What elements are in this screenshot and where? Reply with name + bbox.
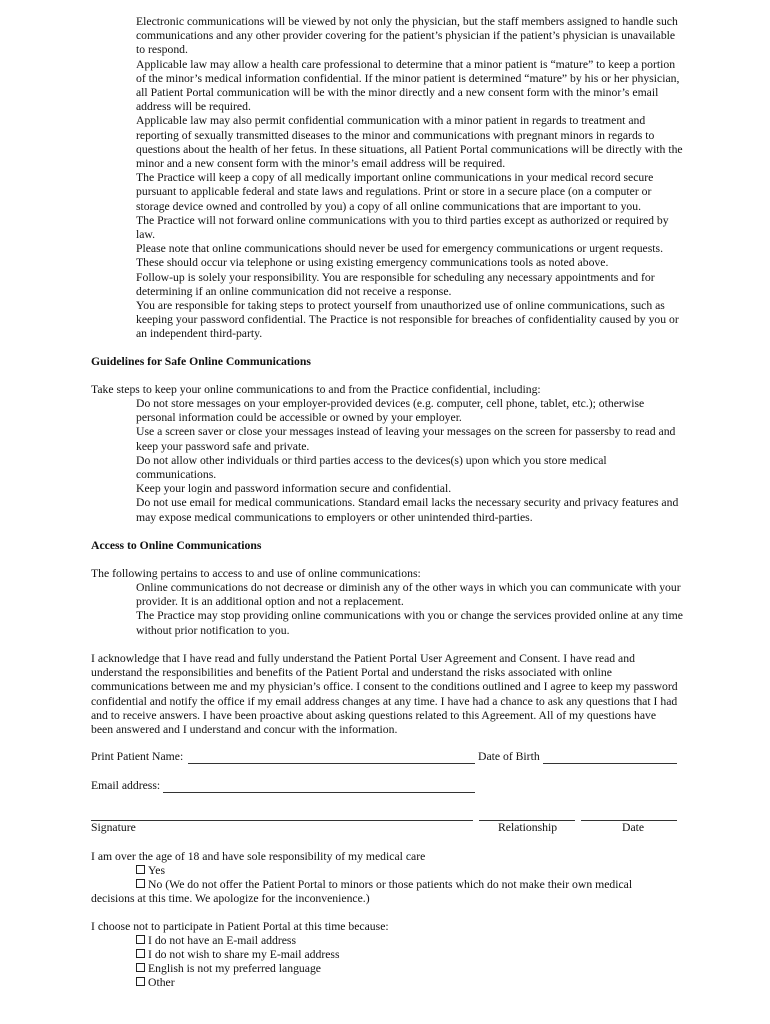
list-item: Use a screen saver or close your messages instead of leaving your messages on the screen for passersby to read and keep your password safe and private. xyxy=(136,425,676,453)
list-item: The Practice will keep a copy of all medically important online communications in your medical record secure pursuant to applicable federal and state laws and regulations. Print or store in a secure place (on a computer or storage device owned and controlled by you) a copy of all online communications that are important to you. xyxy=(136,171,654,213)
dob-field[interactable] xyxy=(543,763,677,764)
guidelines-heading: Guidelines for Safe Online Communications xyxy=(91,355,311,368)
decline-option-label: English is not my preferred language xyxy=(148,962,321,975)
list-item: Do not store messages on your employer-provided devices (e.g. computer, cell phone, tablet, etc.); otherwise personal information could be accessible or owned by your employer. xyxy=(136,397,645,425)
decline-option-other[interactable] xyxy=(136,976,175,990)
dob-label: Date of Birth xyxy=(478,750,540,763)
list-item: Do not use email for medical communications. Standard email lacks the necessary security and privacy features and may expose medical communications to employers or other unintended third-parties. xyxy=(136,496,679,524)
print-name-field[interactable] xyxy=(188,763,475,764)
list-item: Applicable law may allow a health care professional to determine that a minor patient is “mature” to keep a portion of the minor’s medical information confidential. If the minor patient is determined “mature” by his or her physician, all Patient Portal communication will be with the minor directly and a new consent form with the minor’s email address will be required. xyxy=(136,57,680,114)
checkbox-icon[interactable] xyxy=(136,879,145,888)
access-lead: The following pertains to access to and use of online communications: xyxy=(91,567,421,580)
list-item: Online communications do not decrease or diminish any of the other ways in which you can communicate with your provider. It is an additional option and not a replacement. xyxy=(136,581,681,609)
access-list xyxy=(136,581,684,638)
list-item: Follow-up is solely your responsibility. You are responsible for scheduling any necessary appointments and for determining if an online communication did not receive a response. xyxy=(136,270,655,298)
list-item: Keep your login and password information secure and confidential. xyxy=(136,482,452,496)
date-label: Date xyxy=(622,821,645,834)
access-heading: Access to Online Communications xyxy=(91,539,262,552)
decline-option-no-share[interactable] xyxy=(136,948,340,962)
guidelines-list xyxy=(136,397,684,525)
relationship-label: Relationship xyxy=(498,821,558,834)
email-field[interactable] xyxy=(163,792,475,793)
list-item: Electronic communications will be viewed by not only the physician, but the staff members assigned to handle such communications and any other provider covering for the patient’s physician if the patient’s physician is unavailable to respond. xyxy=(136,15,678,57)
age-no-label: No (We do not offer the Patient Portal to minors or those patients which do not make their own medical xyxy=(148,878,633,891)
list-item: Do not allow other individuals or third parties access to the devices(s) upon which you store medical communications. xyxy=(136,453,607,482)
acknowledgement-text: I acknowledge that I have read and fully understand the Patient Portal User Agreement and Consent. I have read and understand the responsibilities and benefits of the Patient Portal and understand the risks associated with online communications between me and my physician’s office. I consent to the conditions outlined and I agree to keep my password confidential and notify the office if my email address changes at any time. I have had a chance to ask any questions that I had and to receive answers. I have been proactive about asking questions related to this Agreement. All of my questions have been answered and I understand and concur with the information. xyxy=(91,652,678,737)
age-yes-option[interactable] xyxy=(136,864,165,878)
list-item: Applicable law may also permit confidential communication with a minor patient in regards to treatment and reporting of sexually transmitted diseases to the minor and communications with pregnant minors in regards to questions about the health of her fetus. In these situations, all Patient Portal communications will be directly with the minor and a new consent form with the minor’s email address will be required. xyxy=(136,114,683,171)
list-item: The Practice may stop providing online communications with you or change the services provided online at any time without prior notification to you. xyxy=(136,609,683,637)
print-name-label: Print Patient Name: xyxy=(91,750,184,763)
checkbox-icon[interactable] xyxy=(136,935,145,944)
age-no-continued: decisions at this time. We apologize for the inconvenience.) xyxy=(91,892,370,905)
decline-option-label: Other xyxy=(148,976,175,989)
guidelines-lead: Take steps to keep your online communications to and from the Practice confidential, including: xyxy=(91,383,541,396)
list-item: Please note that online communications should never be used for emergency communications or urgent requests. These should occur via telephone or using existing emergency communications tools as noted above. xyxy=(136,242,663,270)
email-label: Email address: xyxy=(91,779,161,792)
age-question-lead: I am over the age of 18 and have sole responsibility of my medical care xyxy=(91,850,426,863)
intro-list xyxy=(136,15,684,342)
checkbox-icon[interactable] xyxy=(136,963,145,972)
list-item: You are responsible for taking steps to protect yourself from unauthorized use of online communications, such as keeping your password confidential. The Practice is not responsible for breaches of confidentiality caused by you or an independent third-party. xyxy=(136,299,679,341)
decline-option-label: I do not wish to share my E-mail address xyxy=(148,948,340,961)
decline-option-language[interactable] xyxy=(136,962,321,976)
checkbox-icon[interactable] xyxy=(136,949,145,958)
list-item: The Practice will not forward online communications with you to third parties except as authorized or required by law. xyxy=(136,213,669,242)
age-no-option[interactable] xyxy=(136,878,632,892)
checkbox-icon[interactable] xyxy=(136,977,145,986)
decline-option-label: I do not have an E-mail address xyxy=(148,934,296,947)
checkbox-icon[interactable] xyxy=(136,865,145,874)
decline-option-no-email[interactable] xyxy=(136,934,296,948)
signature-field[interactable] xyxy=(91,820,473,821)
signature-label: Signature xyxy=(91,821,136,834)
age-yes-label: Yes xyxy=(148,864,166,877)
decline-lead: I choose not to participate in Patient Portal at this time because: xyxy=(91,920,389,933)
